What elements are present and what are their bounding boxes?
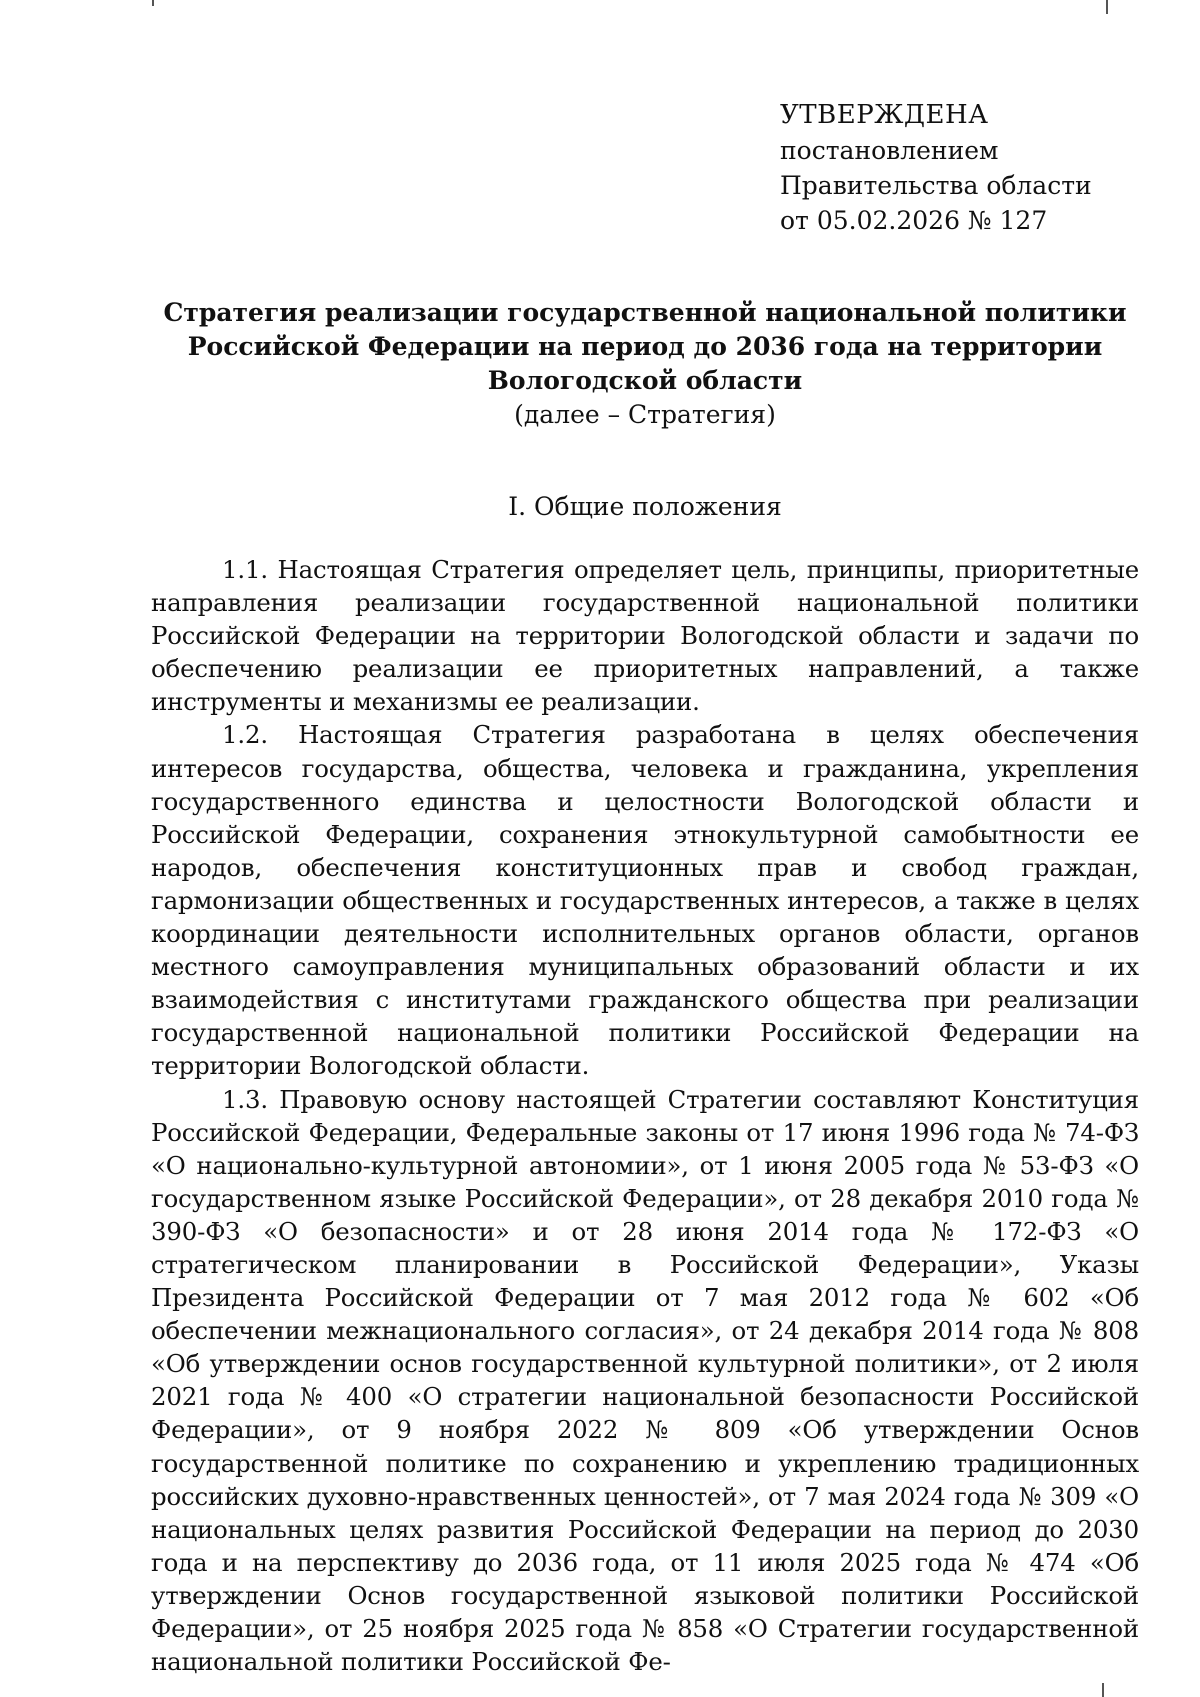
scan-edge-mark-bottom-right xyxy=(1102,1683,1104,1697)
body-text xyxy=(151,553,1139,1678)
paragraph-1-2: 1.2. Настоящая Стратегия разработана в целях обеспечения интересов государства, общества, человека и гражданина, укрепления государственного единства и целостности Вологодской области и Российской Федерации, сохранения этнокультурной самобытности ее народов, обеспечения конституционных прав и свобод граждан, гармонизации общественных и государственных интересов, а также в целях координации деятельности исполнительных органов области, органов местного самоуправления муниципальных образований области и их взаимодействия с институтами гражданского общества при реализации государственной национальной политики Российской Федерации на территории Вологодской области. xyxy=(151,720,1139,1081)
scan-edge-mark-top-left xyxy=(152,0,154,6)
scan-edge-mark-top-right xyxy=(1106,0,1108,14)
document-title-note: (далее – Стратегия) xyxy=(514,400,776,429)
document-title-line: Стратегия реализации государственной национальной политики xyxy=(163,298,1127,327)
approval-status: УТВЕРЖДЕНА xyxy=(780,100,989,130)
approval-decree-number: от 05.02.2026 № 127 xyxy=(780,206,1048,235)
approval-line: постановлением xyxy=(780,136,999,165)
paragraph-1-3: 1.3. Правовую основу настоящей Стратегии составляют Конституция Российской Федерации, Федеральные законы от 17 июня 1996 года № 74-ФЗ «О национально-культурной автономии», от 1 июня 2005 года № 53-ФЗ «О государственном языке Российской Федерации», от 28 декабря 2010 года № 390-ФЗ «О безопасности» и от 28 июня 2014 года № 172-ФЗ «О стратегическом планировании в Российской Федерации», Указы Президента Российской Федерации от 7 мая 2012 года № 602 «Об обеспечении межнационального согласия», от 24 декабря 2014 года № 808 «Об утверждении основ государственной культурной политики», от 2 июля 2021 года № 400 «О стратегии национальной безопасности Российской Федерации», от 9 ноября 2022 № 809 «Об утверждении Основ государственной политике по сохранению и укреплению традиционных российских духовно-нравственных ценностей», от 7 мая 2024 года № 309 «О национальных целях развития Российской Федерации на период до 2030 года и на перспективу до 2036 года, от 11 июля 2025 года № 474 «Об утверждении Основ государственной языковой политики Российской Федерации», от 25 ноября 2025 года № 858 «О Стратегии государственной национальной политики Российской Фе- xyxy=(151,1084,1139,1677)
approval-stamp-block xyxy=(780,98,1092,238)
document-title-block xyxy=(150,296,1140,432)
paragraph-1-1: 1.1. Настоящая Стратегия определяет цель, принципы, приоритетные направления реализации государственной национальной политики Российской Федерации на территории Вологодской области и задачи по обеспечению реализации ее приоритетных направлений, а также инструменты и механизмы ее реализации. xyxy=(151,555,1139,717)
approval-line: Правительства области xyxy=(780,171,1092,200)
section-heading: I. Общие положения xyxy=(508,492,782,521)
document-title-line: Вологодской области xyxy=(487,366,803,395)
document-title-line: Российской Федерации на период до 2036 года на территории xyxy=(187,332,1103,361)
